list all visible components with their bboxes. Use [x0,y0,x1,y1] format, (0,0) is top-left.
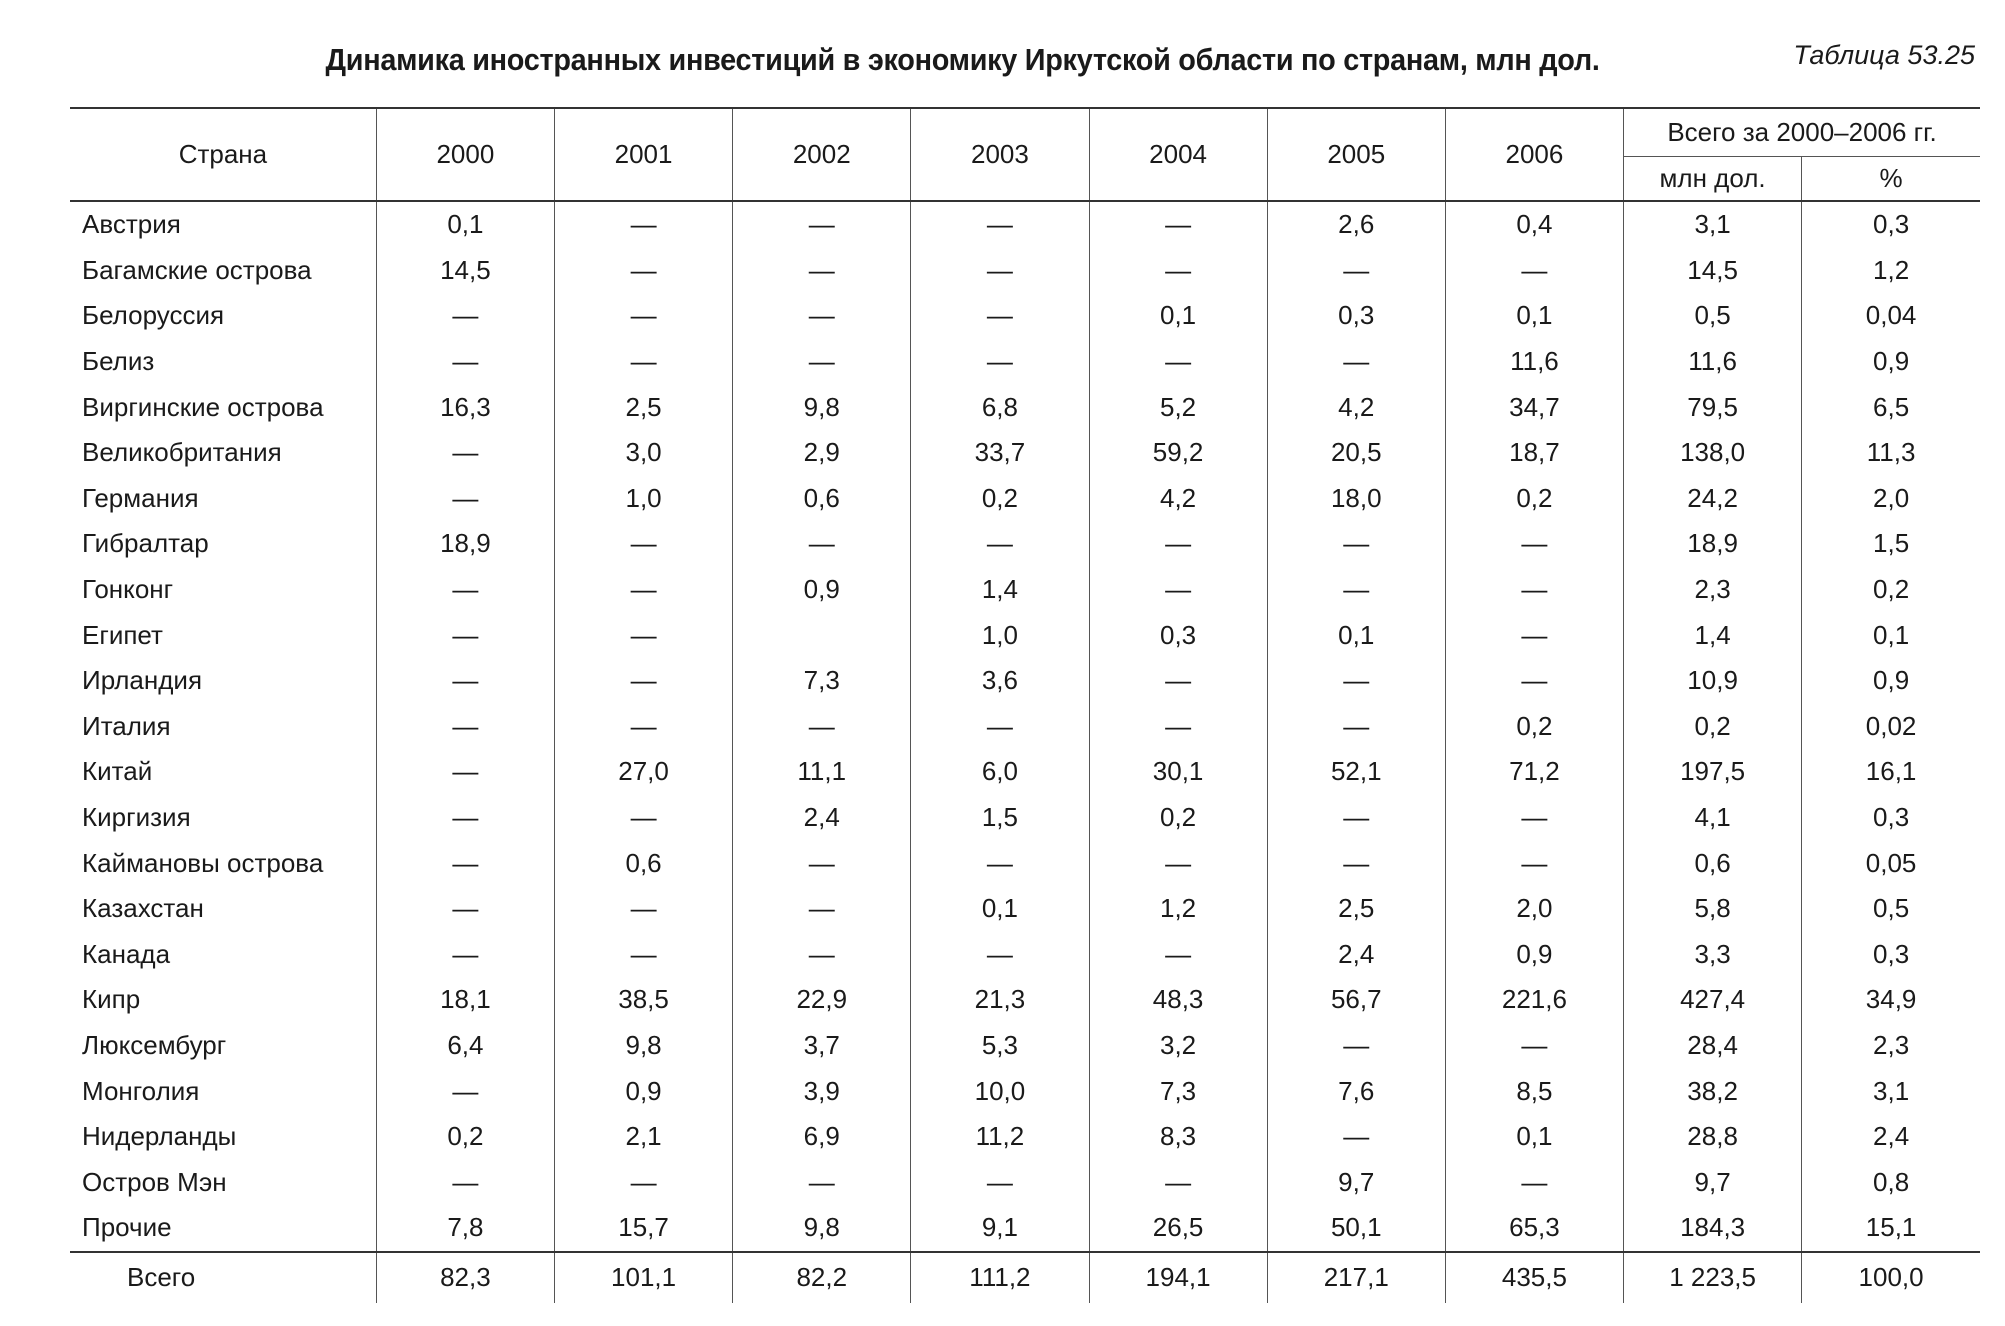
table-row [70,384,1980,430]
total-cell: 435,5 [1445,1252,1623,1303]
value-cell: — [554,612,732,658]
value-cell: — [1089,201,1267,248]
value-cell: — [1445,658,1623,704]
value-cell: — [1089,1159,1267,1205]
value-cell: 0,9 [733,567,911,613]
country-cell: Остров Мэн [82,1166,227,1197]
column-header-country: Страна [70,108,376,201]
value-cell: — [911,521,1089,567]
value-cell: 0,9 [1802,658,1980,704]
value-cell: — [376,932,554,978]
value-cell: 11,1 [733,749,911,795]
total-cell: 1 223,5 [1624,1252,1802,1303]
country-cell: Прочие [82,1212,172,1243]
value-cell: 0,04 [1802,293,1980,339]
total-row [70,1252,1980,1303]
value-cell: 0,9 [554,1068,732,1114]
value-cell: 21,3 [911,977,1089,1023]
value-cell: 0,2 [1445,704,1623,750]
country-cell: Канада [82,938,171,969]
value-cell: — [1089,248,1267,294]
column-header-year: 2001 [554,108,732,201]
column-header-total-pct: % [1802,157,1980,202]
value-cell: 138,0 [1624,430,1802,476]
value-cell: — [376,612,554,658]
value-cell: 9,1 [911,1205,1089,1252]
value-cell: — [376,476,554,522]
value-cell: 6,4 [376,1023,554,1069]
value-cell: — [554,248,732,294]
table-row [70,1114,1980,1160]
value-cell: 59,2 [1089,430,1267,476]
value-cell: 18,7 [1445,430,1623,476]
value-cell: 7,8 [376,1205,554,1252]
value-cell: 1,2 [1089,886,1267,932]
value-cell: — [376,749,554,795]
value-cell: 0,6 [733,476,911,522]
value-cell: — [1445,248,1623,294]
column-header-year: 2006 [1445,108,1623,201]
column-header-year: 2002 [733,108,911,201]
value-cell: 6,5 [1802,384,1980,430]
value-cell: 50,1 [1267,1205,1445,1252]
country-cell: Египет [82,619,163,650]
value-cell: 33,7 [911,430,1089,476]
table-row [70,612,1980,658]
value-cell: 184,3 [1624,1205,1802,1252]
total-cell: 194,1 [1089,1252,1267,1303]
value-cell: 2,6 [1267,201,1445,248]
value-cell: 0,9 [1445,932,1623,978]
value-cell: — [1445,1023,1623,1069]
value-cell: 0,2 [1445,476,1623,522]
value-cell: 6,8 [911,384,1089,430]
value-cell: 56,7 [1267,977,1445,1023]
value-cell: — [733,521,911,567]
value-cell: 34,9 [1802,977,1980,1023]
value-cell: 18,9 [1624,521,1802,567]
value-cell: 11,6 [1445,339,1623,385]
value-cell: 0,3 [1267,293,1445,339]
value-cell: 221,6 [1445,977,1623,1023]
value-cell: 10,0 [911,1068,1089,1114]
value-cell: — [733,293,911,339]
value-cell: 4,2 [1267,384,1445,430]
value-cell: 0,9 [1802,339,1980,385]
value-cell: 0,8 [1802,1159,1980,1205]
value-cell: — [376,704,554,750]
value-cell: 0,6 [1624,840,1802,886]
value-cell: 6,0 [911,749,1089,795]
value-cell: 7,3 [1089,1068,1267,1114]
country-cell: Виргинские острова [82,391,324,422]
table-row [70,521,1980,567]
total-cell: 100,0 [1802,1252,1980,1303]
country-cell: Нидерланды [82,1121,237,1152]
value-cell: 16,3 [376,384,554,430]
value-cell: 2,0 [1802,476,1980,522]
value-cell: — [911,293,1089,339]
total-cell: 111,2 [911,1252,1089,1303]
value-cell: 18,9 [376,521,554,567]
country-cell: Казахстан [82,893,204,924]
total-cell: 217,1 [1267,1252,1445,1303]
value-cell: 0,3 [1802,201,1980,248]
value-cell: — [733,932,911,978]
table-header [70,108,1980,201]
value-cell: — [554,704,732,750]
table-row [70,1205,1980,1252]
value-cell: — [554,201,732,248]
value-cell: — [554,795,732,841]
value-cell: 3,2 [1089,1023,1267,1069]
value-cell: — [911,932,1089,978]
table-row [70,339,1980,385]
value-cell: 2,1 [554,1114,732,1160]
column-header-year: 2004 [1089,108,1267,201]
value-cell: 24,2 [1624,476,1802,522]
country-cell: Каймановы острова [82,847,324,878]
value-cell: 9,8 [733,1205,911,1252]
value-cell: — [1089,339,1267,385]
value-cell: 0,2 [911,476,1089,522]
total-label: Всего [70,1252,376,1303]
value-cell: 5,8 [1624,886,1802,932]
country-cell: Италия [82,710,171,741]
value-cell: 0,6 [554,840,732,886]
value-cell: 0,1 [376,201,554,248]
value-cell: — [1089,567,1267,613]
value-cell: 22,9 [733,977,911,1023]
value-cell: 0,1 [911,886,1089,932]
value-cell: — [1089,704,1267,750]
value-cell: 14,5 [1624,248,1802,294]
value-cell: — [1267,704,1445,750]
column-header-year: 2000 [376,108,554,201]
country-cell: Великобритания [82,437,282,468]
value-cell: — [1267,840,1445,886]
value-cell: 71,2 [1445,749,1623,795]
value-cell: — [1267,1114,1445,1160]
value-cell: 0,5 [1802,886,1980,932]
value-cell: — [1089,658,1267,704]
value-cell: 20,5 [1267,430,1445,476]
value-cell: — [1445,567,1623,613]
value-cell: 0,1 [1802,612,1980,658]
value-cell: 9,8 [554,1023,732,1069]
value-cell: 3,6 [911,658,1089,704]
column-header-year: 2005 [1267,108,1445,201]
value-cell: — [1445,840,1623,886]
total-cell: 101,1 [554,1252,732,1303]
value-cell: 2,5 [1267,886,1445,932]
value-cell: 11,3 [1802,430,1980,476]
value-cell: 6,9 [733,1114,911,1160]
value-cell: 1,0 [911,612,1089,658]
table-row [70,658,1980,704]
value-cell: — [733,886,911,932]
value-cell: — [911,840,1089,886]
value-cell: — [554,567,732,613]
value-cell: 65,3 [1445,1205,1623,1252]
country-cell: Германия [82,482,199,513]
value-cell: — [1445,612,1623,658]
value-cell: — [733,704,911,750]
value-cell: 1,5 [1802,521,1980,567]
table-title: Динамика иностранных инвестиций в экономику Иркутской области по странам, млн дол. [325,42,1600,77]
value-cell: 427,4 [1624,977,1802,1023]
value-cell: — [554,521,732,567]
table-row [70,248,1980,294]
value-cell: 0,05 [1802,840,1980,886]
value-cell: — [1089,840,1267,886]
value-cell: 4,2 [1089,476,1267,522]
value-cell: 7,6 [1267,1068,1445,1114]
value-cell: — [554,886,732,932]
table-row [70,977,1980,1023]
value-cell: 15,7 [554,1205,732,1252]
value-cell: 11,2 [911,1114,1089,1160]
value-cell: 0,3 [1089,612,1267,658]
value-cell: — [376,840,554,886]
total-cell: 82,2 [733,1252,911,1303]
value-cell: 52,1 [1267,749,1445,795]
country-cell: Белоруссия [82,300,225,331]
table-row [70,293,1980,339]
value-cell: 26,5 [1089,1205,1267,1252]
column-header-total-mln: млн дол. [1624,157,1802,202]
country-cell: Ирландия [82,665,203,696]
table-row [70,1023,1980,1069]
value-cell: 0,1 [1445,293,1623,339]
value-cell: 3,3 [1624,932,1802,978]
value-cell: 14,5 [376,248,554,294]
value-cell: 1,2 [1802,248,1980,294]
value-cell: 0,2 [1802,567,1980,613]
table-row [70,704,1980,750]
value-cell: — [1267,248,1445,294]
value-cell: — [1267,567,1445,613]
value-cell: 28,8 [1624,1114,1802,1160]
table-row [70,749,1980,795]
value-cell: 10,9 [1624,658,1802,704]
investment-table [70,107,1980,1303]
table-row [70,476,1980,522]
table-row [70,840,1980,886]
value-cell: 28,4 [1624,1023,1802,1069]
value-cell: 0,1 [1267,612,1445,658]
value-cell: 18,0 [1267,476,1445,522]
value-cell: — [1267,339,1445,385]
value-cell: — [1445,795,1623,841]
value-cell: 0,2 [376,1114,554,1160]
value-cell: — [376,567,554,613]
value-cell: 30,1 [1089,749,1267,795]
value-cell: 1,4 [911,567,1089,613]
value-cell: 2,5 [554,384,732,430]
country-cell: Китай [82,756,153,787]
value-cell: — [554,339,732,385]
value-cell: — [554,293,732,339]
value-cell: 79,5 [1624,384,1802,430]
value-cell: 0,5 [1624,293,1802,339]
value-cell: — [376,1159,554,1205]
value-cell: 11,6 [1624,339,1802,385]
value-cell: — [911,339,1089,385]
value-cell: 8,5 [1445,1068,1623,1114]
value-cell: 38,2 [1624,1068,1802,1114]
value-cell: 3,1 [1802,1068,1980,1114]
table-row [70,932,1980,978]
value-cell: — [1267,1023,1445,1069]
value-cell: 8,3 [1089,1114,1267,1160]
value-cell: — [376,886,554,932]
value-cell: — [376,293,554,339]
value-cell: — [376,795,554,841]
value-cell: — [733,201,911,248]
value-cell: — [911,201,1089,248]
value-cell: — [376,339,554,385]
value-cell: — [911,1159,1089,1205]
value-cell: 2,4 [1267,932,1445,978]
value-cell: 2,4 [733,795,911,841]
total-cell: 82,3 [376,1252,554,1303]
table-footer [70,1252,1980,1303]
value-cell: 0,2 [1624,704,1802,750]
country-cell: Багамские острова [82,254,312,285]
value-cell: 15,1 [1802,1205,1980,1252]
value-cell: 27,0 [554,749,732,795]
value-cell: 2,4 [1802,1114,1980,1160]
country-cell: Киргизия [82,802,191,833]
value-cell: 1,5 [911,795,1089,841]
value-cell: 34,7 [1445,384,1623,430]
value-cell: 2,3 [1624,567,1802,613]
country-cell: Гибралтар [82,528,209,559]
value-cell: 0,1 [1089,293,1267,339]
value-cell: 1,4 [1624,612,1802,658]
value-cell: 3,0 [554,430,732,476]
value-cell: — [376,658,554,704]
value-cell: — [1089,521,1267,567]
value-cell: — [733,1159,911,1205]
value-cell: 2,9 [733,430,911,476]
value-cell: 9,7 [1624,1159,1802,1205]
country-cell: Австрия [82,209,181,240]
value-cell: 0,3 [1802,795,1980,841]
value-cell: — [1267,521,1445,567]
value-cell: — [376,1068,554,1114]
table-row [70,201,1980,248]
value-cell: 2,3 [1802,1023,1980,1069]
table-row [70,430,1980,476]
value-cell: 38,5 [554,977,732,1023]
value-cell: — [1089,932,1267,978]
value-cell: 3,1 [1624,201,1802,248]
table-body [70,201,1980,1252]
value-cell: 0,02 [1802,704,1980,750]
column-group-header-total: Всего за 2000–2006 гг. [1624,108,1980,157]
value-cell: 9,7 [1267,1159,1445,1205]
table-row [70,886,1980,932]
value-cell: 18,1 [376,977,554,1023]
country-cell: Белиз [82,346,155,377]
value-cell: — [554,1159,732,1205]
table-number: Таблица 53.25 [1793,40,1975,70]
value-cell: — [1445,1159,1623,1205]
value-cell [733,612,911,658]
value-cell: 0,1 [1445,1114,1623,1160]
column-header-year: 2003 [911,108,1089,201]
value-cell: 1,0 [554,476,732,522]
value-cell: — [733,840,911,886]
value-cell: 0,2 [1089,795,1267,841]
table-row [70,795,1980,841]
value-cell: 5,3 [911,1023,1089,1069]
value-cell: 0,4 [1445,201,1623,248]
country-cell: Монголия [82,1075,200,1106]
value-cell: 9,8 [733,384,911,430]
value-cell: — [733,339,911,385]
value-cell: — [911,704,1089,750]
value-cell: — [733,248,911,294]
value-cell: — [554,932,732,978]
table-row [70,1159,1980,1205]
value-cell: 7,3 [733,658,911,704]
value-cell: 16,1 [1802,749,1980,795]
value-cell: 4,1 [1624,795,1802,841]
table-row [70,1068,1980,1114]
value-cell: 197,5 [1624,749,1802,795]
value-cell: — [554,658,732,704]
table-row [70,567,1980,613]
value-cell: 2,0 [1445,886,1623,932]
value-cell: 48,3 [1089,977,1267,1023]
value-cell: 0,3 [1802,932,1980,978]
country-cell: Гонконг [82,574,174,605]
value-cell: — [911,248,1089,294]
value-cell: — [376,430,554,476]
country-cell: Кипр [82,984,141,1015]
value-cell: 5,2 [1089,384,1267,430]
value-cell: 3,9 [733,1068,911,1114]
value-cell: — [1445,521,1623,567]
country-cell: Люксембург [82,1029,227,1060]
value-cell: — [1267,795,1445,841]
value-cell: 3,7 [733,1023,911,1069]
value-cell: — [1267,658,1445,704]
